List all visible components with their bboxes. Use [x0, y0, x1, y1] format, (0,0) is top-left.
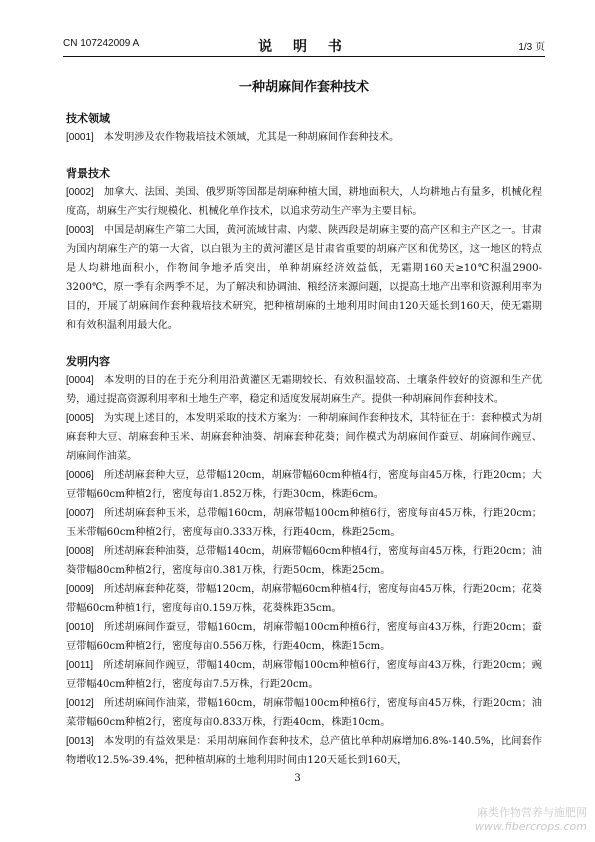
paragraph-0004	[66, 371, 542, 409]
paragraph-0005	[66, 409, 542, 466]
paragraph-text: 中国是胡麻生产第二大国，黄河流域甘肃、内蒙、陕西段是胡麻主要的高产区和主产区之一。甘肃为国内胡麻生产的第一大省，以白银为主的黄河灌区是甘肃省重要的胡麻产区和优势区，这一地区的特点是人均耕地面积小，作物间争地矛盾突出，单种胡麻经济效益低，无霜期160天≥10℃积温2900-3200℃，原一季有余两季不足，为了解决和协调油、粮经济来源问题，以提高土地产出率和资源利用率为目的，开展了胡麻间作套种栽培技术研究，把种植胡麻的土地利用时间由120天延长到160天，使无霜期和有效积温利用最大化。	[66, 225, 542, 331]
paragraph-text: 所述胡麻套种大豆，总带幅120cm，胡麻带幅60cm种植4行，密度每亩45万株，行距20cm；大豆带幅60cm种植2行，密度每亩1.852万株，行距30cm，株距6cm。	[66, 470, 542, 500]
paragraph-number: [0003]	[66, 225, 94, 236]
paragraph-number: [0013]	[66, 736, 94, 747]
section-gap	[66, 147, 542, 165]
paragraph-number: [0001]	[66, 132, 94, 143]
paragraph-text: 所述胡麻间作油菜，带幅160cm，胡麻带幅100cm种植6行，密度每亩45万株，行距20cm；油菜带幅60cm种植2行，密度每亩0.833万株，行距40cm，株距10cm。	[66, 698, 542, 728]
paragraph-0003	[66, 221, 542, 335]
paragraph-0011	[66, 656, 542, 694]
section-heading-technical-field: 技术领域	[66, 112, 110, 125]
paragraph-0007	[66, 504, 542, 542]
paragraph-text: 本发明的有益效果是：采用胡麻间作套种技术，总产值比单种胡麻增加6.8%-140.5%，比间套作物增收12.5%-39.4%，把种植胡麻的土地利用时间由120天延长到160天，	[66, 736, 542, 766]
paragraph-number: [0011]	[66, 660, 94, 671]
paragraph-text: 本发明的目的在于充分利用沿黄灌区无霜期较长、有效积温较高、土壤条件较好的资源和生产优势，通过提高资源利用率和土地生产率，稳定和适度发展胡麻生产。提供一种胡麻间作套种技术。	[66, 375, 542, 405]
watermark-site-name: 麻类作物营养与施肥网	[477, 806, 587, 819]
paragraph-0010	[66, 618, 542, 656]
page-count: 1/3 页	[518, 42, 545, 53]
paragraph-0006	[66, 466, 542, 504]
paragraph-number: [0009]	[66, 584, 94, 595]
paragraph-number: [0008]	[66, 546, 94, 557]
paragraph-number: [0010]	[66, 622, 94, 633]
paragraph-0012	[66, 694, 542, 732]
paragraph-0001	[66, 128, 542, 147]
paragraph-number: [0007]	[66, 508, 94, 519]
publication-number: CN 107242009 A	[63, 38, 140, 49]
section-heading-summary: 发明内容	[66, 355, 110, 368]
paragraph-number: [0002]	[66, 187, 94, 198]
paragraph-number: [0012]	[66, 698, 94, 709]
paragraph-0013	[66, 732, 542, 770]
paragraph-0008	[66, 542, 542, 580]
paragraph-number: [0004]	[66, 375, 94, 386]
paragraph-text: 所述胡麻套种玉米，总带幅160cm，胡麻带幅100cm种植6行，密度每亩45万株，行距20cm；玉米带幅60cm种植2行，密度每亩0.333万株，行距40cm，株距25cm。	[66, 508, 542, 538]
paragraph-text: 所述胡麻间作豌豆，带幅140cm，胡麻带幅100cm种植6行，密度每亩43万株，行距20cm；豌豆带幅40cm种植2行，密度每亩7.5万株，行距20cm。	[66, 660, 542, 690]
document-header	[63, 36, 545, 54]
paragraph-text: 所述胡麻套种花葵，带幅120cm，胡麻带幅60cm种植4行，密度每亩45万株，行距20cm；花葵带幅60cm种植1行，密度每亩0.159万株，花葵株距35cm。	[66, 584, 542, 614]
section-gap	[66, 335, 542, 353]
header-divider	[63, 56, 545, 57]
paragraph-text: 为实现上述目的，本发明采取的技术方案为：一种胡麻间作套种技术，其特征在于：套种模式为胡麻套种大豆、胡麻套种玉米、胡麻套种油葵、胡麻套种花葵；间作模式为胡麻间作蚕豆、胡麻间作豌豆、胡麻间作油菜。	[66, 413, 542, 462]
document-title: 一种胡麻间作套种技术	[238, 80, 369, 95]
paragraph-text: 加拿大、法国、美国、俄罗斯等国都是胡麻种植大国，耕地面积大，人均耕地占有量多，机械化程度高，胡麻生产实行规模化、机械化单作技术，以追求劳动生产率为主要目标。	[66, 187, 542, 217]
paragraph-0002	[66, 183, 542, 221]
section-heading-background: 背景技术	[66, 167, 110, 180]
paragraph-number: [0006]	[66, 470, 94, 481]
watermark-url: www.fibercrops.com	[474, 820, 587, 833]
paragraph-number: [0005]	[66, 413, 94, 424]
watermark	[475, 806, 587, 834]
paragraph-text: 本发明涉及农作物栽培技术领域，尤其是一种胡麻间作套种技术。	[103, 132, 400, 143]
paragraph-0009	[66, 580, 542, 618]
paragraph-text: 所述胡麻套种油葵，总带幅140cm，胡麻带幅60cm种植4行，密度每亩45万株，行距20cm；油葵带幅80cm种植2行，密度每亩0.381万株，行距50cm，株距25cm。	[66, 546, 542, 576]
document-body	[66, 110, 542, 770]
paragraph-text: 所述胡麻间作蚕豆，带幅160cm，胡麻带幅100cm种植6行，密度每亩43万株，行距20cm；蚕豆带幅60cm种植2行，密度每亩0.556万株，行距40cm，株距15cm。	[66, 622, 542, 652]
page-number: 3	[294, 773, 301, 784]
document-type: 说 明 书	[258, 39, 350, 55]
